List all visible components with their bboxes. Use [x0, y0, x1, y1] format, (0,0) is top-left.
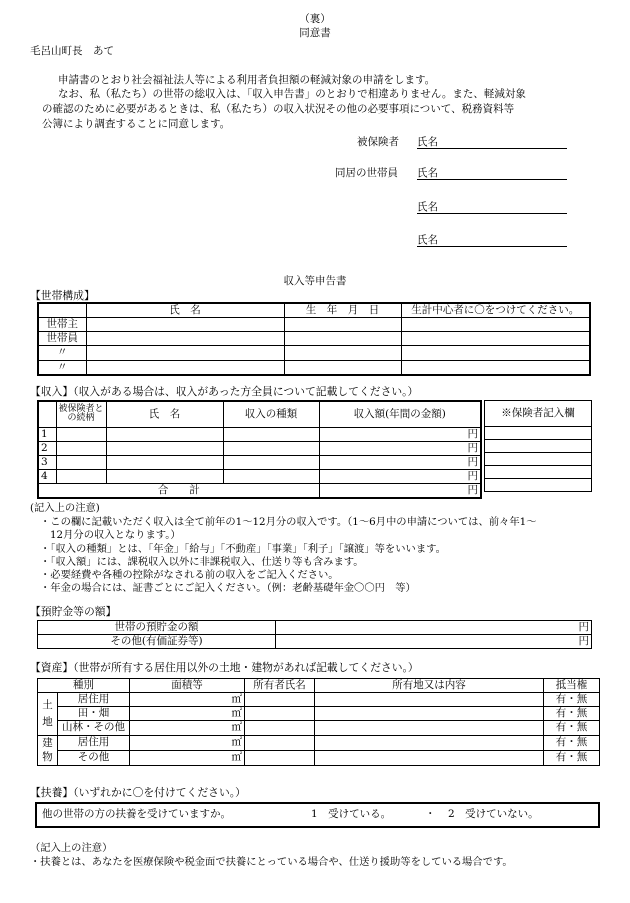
note-item: ・「収入の種類」とは、「年金」「給与」「不動産」「事業」「利子」「譲渡」等をいいます。	[40, 543, 446, 555]
table-row: 世帯の預貯金の額 円	[38, 621, 592, 635]
table-row: 山林・その他 ㎡ 有・無	[38, 721, 600, 735]
name-label: 氏名	[417, 201, 438, 213]
insured-name-field[interactable]	[417, 136, 567, 149]
name-label: 氏名	[417, 136, 438, 148]
table-row: 田・畑 ㎡ 有・無	[38, 707, 600, 721]
table-row: 土地 居住用 ㎡ 有・無	[38, 693, 600, 707]
assets-table	[37, 678, 600, 766]
header-owner: 所有者氏名	[245, 679, 315, 693]
consent-paragraph-2b: の確認のために必要があるときは、私（私たち）の収入状況その他の必要事項について、税務資料等	[42, 103, 515, 115]
household-member-name-field-1[interactable]	[417, 167, 567, 180]
table-row: 4 円	[38, 469, 481, 483]
savings-section-title: 【預貯金等の額】	[30, 605, 117, 618]
addressee: 毛呂山町長 あて	[30, 45, 114, 57]
savings-table	[37, 620, 592, 649]
page-title: 同意書	[299, 27, 331, 39]
page-side-label: （裏）	[299, 13, 331, 25]
header-location: 所有地又は内容	[315, 679, 544, 693]
table-row: 1 円	[38, 427, 481, 441]
consent-paragraph-1: 申請書のとおり社会福祉法人等による利用者負担額の軽減対象の申請をします。	[58, 74, 436, 86]
support-option-yes[interactable]: 1 受けている。	[311, 808, 392, 820]
consent-paragraph-2c: 公簿により調査することに同意します。	[42, 118, 231, 130]
header-income-amount: 収入額(年間の金額)	[319, 401, 481, 427]
income-table	[37, 400, 482, 499]
notes2-item: ・扶養とは、あなたを医療保険や税金面で扶養にとっている場合や、仕送り援助等をしている場合です。	[30, 856, 513, 868]
land-label: 土地	[38, 693, 58, 735]
header-name: 氏 名	[106, 401, 223, 427]
assets-section-title: 【資産】（世帯が所有する居住用以外の土地・建物があれば記載してください。）	[30, 661, 419, 674]
household-table	[37, 302, 591, 376]
support-section-title: 【扶養】（いずれかに〇を付けてください。）	[30, 786, 246, 799]
table-row: 世帯員	[38, 332, 590, 346]
table-row: 世帯主	[38, 318, 590, 332]
notes2-title: （記入上の注意）	[30, 842, 113, 854]
consent-paragraph-2a: なお、私（私たち）の世帯の総収入は、「収入申告書」のとおりで相違ありません。また、軽減対象	[58, 88, 526, 100]
insurer-entry-header: ※保険者記入欄	[485, 401, 592, 427]
header-area: 面積等	[130, 679, 245, 693]
table-row: 建物 居住用 ㎡ 有・無	[38, 735, 600, 750]
total-row: 合 計 円	[38, 484, 481, 499]
header-head-of-household: 生計中心者に〇をつけてください。	[401, 303, 590, 318]
household-member-name-field-3[interactable]	[417, 234, 567, 247]
header-type: 種別	[38, 679, 130, 693]
header-income-type: 収入の種類	[223, 401, 319, 427]
table-row: 2 円	[38, 441, 481, 455]
income-section-title: 【収入】（収入がある場合は、収入があった方全員について記載してください。）	[30, 385, 419, 398]
note-item: ・「収入額」には、課税収入以外に非課税収入、仕送り等も含みます。	[40, 556, 364, 568]
insurer-entry-table	[484, 400, 592, 492]
note-item: 12月分の収入となります。）	[50, 529, 181, 541]
table-row: その他 ㎡ 有・無	[38, 750, 600, 765]
notes-title: (記入上の注意)	[30, 502, 100, 514]
header-relationship: 被保険者との続柄	[56, 401, 106, 427]
header-name: 氏 名	[86, 303, 284, 318]
support-option-separator: ・	[425, 808, 436, 820]
table-row: その他(有価証券等) 円	[38, 635, 592, 649]
note-item: ・この欄に記載いただく収入は全て前年の1〜12月分の収入です。（1〜6月中の申請については、前々年1〜	[40, 516, 537, 528]
header-birthdate: 生 年 月 日	[284, 303, 401, 318]
table-row: 〃	[38, 360, 590, 375]
household-section-title: 【世帯構成】	[30, 289, 95, 302]
support-question: 他の世帯の方の扶養を受けていますか。	[42, 808, 231, 820]
table-row: 〃	[38, 346, 590, 360]
insured-label: 被保険者	[357, 136, 399, 148]
support-option-no[interactable]: 2 受けていない。	[448, 808, 539, 820]
income-declaration-title: 収入等申告書	[283, 275, 347, 287]
name-label: 氏名	[417, 167, 438, 179]
header-mortgage: 抵当権	[544, 679, 600, 693]
support-box	[35, 802, 600, 828]
household-member-label: 同居の世帯員	[335, 167, 398, 179]
household-member-name-field-2[interactable]	[417, 201, 567, 214]
building-label: 建物	[38, 735, 58, 765]
note-item: ・必要経費や各種の控除がなされる前の収入をご記入ください。	[40, 569, 339, 581]
note-item: ・年金の場合には、証書ごとにご記入ください。（例：老齢基礎年金〇〇円 等）	[40, 582, 416, 594]
table-row: 3 円	[38, 455, 481, 469]
name-label: 氏名	[417, 234, 438, 246]
